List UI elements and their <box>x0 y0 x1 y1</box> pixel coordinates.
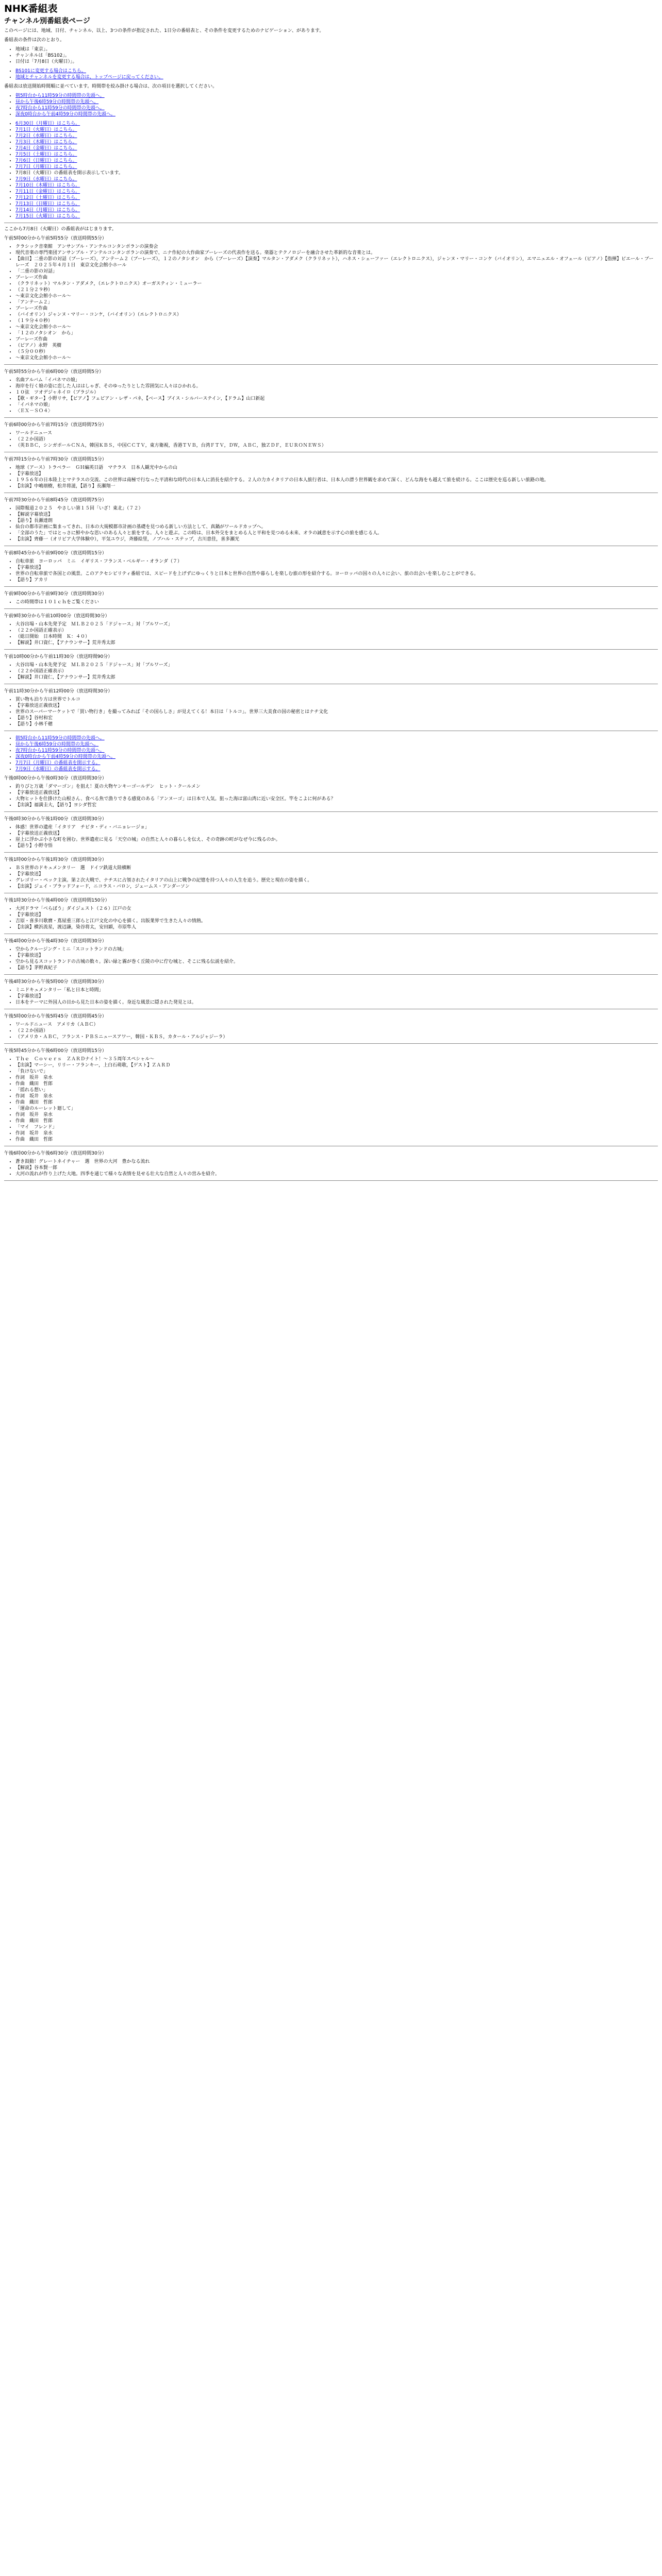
program-block <box>4 369 658 418</box>
program-detail: • 作曲 織田 哲郎 <box>15 1081 658 1087</box>
mid-nav-link[interactable]: 朝5時台から11時59分の時間帯の先頭へ。 <box>15 736 105 741</box>
program-title: • 大谷出場・山本先発予定 ＭＬＢ２０２５「ドジャース」対「ブルワーズ」 <box>15 621 658 628</box>
program-time: 午後1時00分から午後1時30分（放送時間30分） <box>4 857 107 862</box>
divider <box>4 417 658 418</box>
back-to-top-item <box>15 74 658 80</box>
program-details <box>4 1159 658 1177</box>
mid-nav-link[interactable]: 7月7日（月曜日）の番組表を開示する。 <box>15 760 101 766</box>
program-detail: • 【歌・ギター】小野リサ，【ピアノ】フェビアン・レザ・パネ，【ベース】ブイス・シルバーステイン，【ドラム】山口新起 <box>15 396 658 402</box>
program-detail: • （ピアノ）永野 英樹 <box>15 343 658 349</box>
time-change-note: 番組表は放送開始時間順に並べています。時間帯を絞み掛ける場合は、次の項目を選択してください。 <box>4 84 218 89</box>
mid-nav-item <box>15 741 658 748</box>
program-detail: • ブーレーズ作曲 <box>15 275 658 281</box>
program-block <box>4 497 658 546</box>
divider <box>4 852 658 853</box>
date-link[interactable]: 7月15日（火曜日）はこちら。 <box>15 214 80 219</box>
program-detail: • 【出演】マーシー，リリー・フランキー，上白石萌歌，【ゲスト】ＺＡＲＤ <box>15 1062 658 1069</box>
divider <box>4 649 658 650</box>
date-link[interactable]: 7月4日（金曜日）はこちら。 <box>15 146 77 151</box>
program-title: • 買い物も泊り方は世界でトルコ <box>15 697 658 703</box>
program-detail: • 【字幕放送正義放送】 <box>15 790 658 796</box>
program-title: • 体感！世界の遺産「イタリア チビタ・ディ・バニョレージョ」 <box>15 824 658 831</box>
program-title: • Ｔｈｅ Ｃｏｖｅｒｓ ＺＡＲＤナイト！～３５周年スペシャル～ <box>15 1056 658 1062</box>
program-block <box>4 857 658 893</box>
time-nav-item <box>15 105 658 111</box>
program-detail: • 【語り】長瀬達朗 <box>15 518 658 524</box>
intro-text: このページには、地域、日付、チャンネル、以上、3つの条件が指定された、1日分の番組表と、その条件を変更するためのナビゲーション、があります。 <box>4 28 324 33</box>
program-detail: • 海岸を行く娘の姿に恋した人ははしゃぎ、そのゆったりとした雰囲気に人々はひかれる。 <box>15 383 658 389</box>
program-detail: • 【字幕放送正義放送】 <box>15 703 658 709</box>
divider <box>4 364 658 365</box>
program-detail: • 【出演】中嶋朋樹，松井将滋，【語り】長瀬翔一 <box>15 483 658 489</box>
program-time: 午前11時30分から午前12時00分（放送時間30分） <box>4 689 113 694</box>
program-block <box>4 1048 658 1146</box>
date-nav-item <box>15 164 658 170</box>
program-time: 午後6時00分から午後6時30分（放送時間30分） <box>4 1151 107 1156</box>
date-nav-item <box>15 139 658 145</box>
date-link[interactable]: 6月30日（月曜日）はこちら。 <box>15 121 80 126</box>
program-detail: • 空から見るスコットランドの古城の数々。深い緑と霧が巻く丘陵の中に佇む城と、そこに残る伝説を紹介。 <box>15 959 658 965</box>
program-detail: • 作曲 織田 哲郎 <box>15 1118 658 1124</box>
program-detail: • 「揺れる想い」 <box>15 1087 658 1093</box>
program-detail: • 仙台の都市計画に集まってきれ、日本の大規模都市計画の基礎を見つめる新しい方法として、真鍋がワールドカップへ。 <box>15 524 658 530</box>
program-detail: • 【出演】横浜流星，渡辺謙，染谷将太，安田顕，市原隼人 <box>15 924 658 930</box>
morning-programs <box>4 235 658 731</box>
program-detail: • ブーレーズ作曲 <box>15 336 658 343</box>
conditions-list <box>4 46 658 65</box>
time-nav-item <box>15 99 658 105</box>
divider <box>4 974 658 975</box>
program-title: • 名曲アルバム「イパネマの娘」 <box>15 377 658 383</box>
program-details <box>4 906 658 930</box>
program-block <box>4 422 658 452</box>
date-nav-item <box>15 127 658 133</box>
program-block <box>4 550 658 587</box>
program-title: • 国際報道２０２５ やさしい第１５回「いざ！東北」（７２） <box>15 505 658 512</box>
program-detail: • 作詞 坂井 泉水 <box>15 1093 658 1099</box>
date-nav-item <box>15 133 658 139</box>
date-nav-item <box>15 170 658 176</box>
program-detail: • 【語り】小林千穂 <box>15 721 658 727</box>
date-link[interactable]: 7月7日（月曜日）はこちら。 <box>15 164 77 170</box>
program-time: 午後1時30分から午後4時00分（放送時間150分） <box>4 898 110 903</box>
program-title: • 蒼き鼓動！グレートネイチャー 選 世界の大河 豊かなる流れ <box>15 1159 658 1165</box>
divider <box>4 811 658 812</box>
time-nav-item <box>15 111 658 117</box>
program-detail: • 【解説字幕放送】 <box>15 512 658 518</box>
program-time: 午前9時30分から午前10時00分（放送時間30分） <box>4 614 110 619</box>
program-detail: • 【語り】小野寺悟 <box>15 843 658 849</box>
program-details <box>4 244 658 361</box>
mid-nav-item <box>15 735 658 741</box>
program-block <box>4 613 658 650</box>
program-block <box>4 1013 658 1044</box>
program-title: • ワールドニュース アメリカ（ＡＢＣ） <box>15 1022 658 1028</box>
program-time: 午前5時00分から午前5時55分（放送時間55分） <box>4 236 107 241</box>
program-time: 午前6時00分から午前7時15分（放送時間75分） <box>4 422 107 428</box>
divider <box>4 1180 658 1181</box>
program-title: • 釣りびと万歳「ダマーゴン」を狙え！夏の大物ヤンキーゴールデン ヒット・クールメン <box>15 784 658 790</box>
program-detail: • 【字幕放送】 <box>15 912 658 918</box>
date-nav-item <box>15 145 658 151</box>
program-detail: • 【字幕放送】 <box>15 953 658 959</box>
page-title: NHK番組表 <box>4 3 58 14</box>
program-time: 午後5時45分から午後6時00分（放送時間15分） <box>4 1048 107 1054</box>
program-title: • クラシック音楽館 アンサンブル・アンテルコンタンポランの演奏会 <box>15 244 658 250</box>
program-title: • この時間帯は１０１ｃｈをご覧ください <box>15 599 658 605</box>
program-details <box>4 824 658 849</box>
program-detail: • 【曲目】二重の影の対話（ブーレーズ），アンテーム２（ブーレーズ），１２のノタシオン から（ブーレーズ）【演奏】マルタン・アダメク（クラリネット），ハネス・シェーファー（エレクトロニクス），ジャンヌ・マリー・コンケ（バイオリン），エマニュエル・オフェール（ピアノ）【指揮】ピエール・ブーレーズ ２０２５年４月１日 東京文化会館小ホール <box>15 256 658 268</box>
program-title: • 大河ドラマ「べらぼう」ダイジェスト（２６）江戸の女 <box>15 906 658 912</box>
program-detail: • 【解説】谷本賢一郎 <box>15 1165 658 1171</box>
date-link[interactable]: 7月10日（木曜日）はこちら。 <box>15 183 80 188</box>
date-current: 7月8日（火曜日）の番組表を開示表示しています。 <box>15 171 123 176</box>
program-time: 午前8時45分から午前9時00分（放送時間15分） <box>4 551 107 556</box>
program-block <box>4 816 658 853</box>
program-detail: • 〈ＥＸ－ＳＯ４〉 <box>15 408 658 414</box>
date-link[interactable]: 7月3日（木曜日）はこちら。 <box>15 140 77 145</box>
program-block <box>4 1150 658 1181</box>
date-link[interactable]: 7月2日（水曜日）はこちら。 <box>15 133 77 139</box>
program-detail: • 「１２のノタシオン から」 <box>15 330 658 336</box>
program-detail: • 【語り】谷村和宏 <box>15 715 658 721</box>
program-detail: • 【語り】茅野真紀子 <box>15 965 658 971</box>
program-details <box>4 1022 658 1040</box>
program-detail: • 現代音楽の専門楽団アンサンブル・アンテルコンタンポランの演奏で、ニナ作紀の大作曲家ブーレーズの代表作を送る。楽器とテクノロジーを融合させた革新的な音楽とは。 <box>15 250 658 256</box>
program-time: 午前5時55分から午前6時00分（放送時間5分） <box>4 369 104 375</box>
program-details <box>4 697 658 727</box>
program-time: 午後0時30分から午後1時00分（放送時間30分） <box>4 817 107 822</box>
program-detail: • 作曲 織田 哲郎 <box>15 1137 658 1143</box>
program-detail: • 【出演】齊藤一（オリビア大学体験中），平気ユウジ，斉藤絵里，ノブハル・ステップ，古川恵佳，喜多瀬光 <box>15 536 658 543</box>
program-details <box>4 1056 658 1143</box>
time-nav-evening[interactable]: 夜7時台から11時59分の時間帯の先頭へ。 <box>15 106 105 111</box>
mid-nav <box>4 735 658 772</box>
program-details <box>4 377 658 414</box>
program-details <box>4 987 658 1006</box>
program-block <box>4 654 658 684</box>
program-detail: • 世界のスーパーマーケットで「買い物行き」を撮ってみれば「その国らしさ」が見えてくる！本日は「トルコ」。世界三大美食の国の秘密とはナチ文化 <box>15 709 658 715</box>
time-nav <box>4 93 658 117</box>
date-nav-item <box>15 158 658 164</box>
program-detail: • 【字幕放送】 <box>15 871 658 877</box>
program-details <box>4 505 658 543</box>
program-detail: • 「全部のうた」ではとっさに鮮やかな思いのある人々と旅をする。人々と遊ぶ。この時は、日本外交をまとめる人と平和を見つめる未来、オラの誠意を示す心の旅を感じる人。 <box>15 530 658 536</box>
program-time: 午後0時00分から午後0時30分（放送時間30分） <box>4 776 107 781</box>
date-nav-item <box>15 121 658 127</box>
program-detail: • 【字幕放送】 <box>15 993 658 999</box>
conditions-label: 番組表の条件は次のとおり。 <box>4 38 65 43</box>
date-nav-item <box>15 201 658 207</box>
program-block <box>4 591 658 609</box>
program-detail: • （総日開始 日本時間 Ｋ：４０） <box>15 634 658 640</box>
program-details <box>4 599 658 605</box>
page <box>0 0 662 1188</box>
program-details <box>4 946 658 971</box>
mid-nav-link[interactable]: 昼から午後6時59分の時間帯の先頭へ。 <box>15 742 99 747</box>
program-detail: • 【語り】アカリ <box>15 577 658 583</box>
mid-nav-link[interactable]: 7月9日（水曜日）の番組表を開示する。 <box>15 767 101 772</box>
program-detail: • 日本をテーマに外国人の目から見た日本の姿を描く。身近な風景に隠された発見とは。 <box>15 999 658 1006</box>
date-link[interactable]: 7月14日（月曜日）はこちら。 <box>15 208 80 213</box>
program-block <box>4 456 658 493</box>
program-detail: • （２２か国語正確表示） <box>15 668 658 674</box>
mid-nav-item <box>15 748 658 754</box>
program-detail: • 「負けないで」 <box>15 1069 658 1075</box>
program-detail: • 大河の流れが作り上げた大地。四季を通じて様々な表情を見せる壮大な自然と人々の営みを紹介。 <box>15 1171 658 1177</box>
mid-nav-link[interactable]: 夜7時台から11時59分の時間帯の先頭へ。 <box>15 748 105 753</box>
program-detail: • （１９分４０秒） <box>15 318 658 324</box>
program-details <box>4 430 658 449</box>
program-block <box>4 688 658 731</box>
program-detail: • 「アンテーム２」 <box>15 299 658 306</box>
program-time: 午後4時00分から午後4時30分（放送時間30分） <box>4 939 107 944</box>
program-detail: • 【解説】井口資仁，【アナウンサー】荒井秀太郎 <box>15 674 658 681</box>
date-link[interactable]: 7月5日（土曜日）はこちら。 <box>15 152 77 157</box>
mid-nav-item <box>15 760 658 766</box>
program-details <box>4 621 658 646</box>
program-details <box>4 784 658 808</box>
program-time: 午後4時30分から午後5時00分（放送時間30分） <box>4 979 107 985</box>
program-detail: • 【出演】福満圭大，【語り】ヨシダ哲宏 <box>15 802 658 808</box>
program-detail: • ブーレーズ作曲 <box>15 306 658 312</box>
program-time: 午前9時00分から午前9時30分（放送時間30分） <box>4 591 107 597</box>
program-time: 午前7時15分から午前7時30分（放送時間15分） <box>4 457 107 462</box>
divider <box>4 586 658 587</box>
program-detail: • （アメリカ・ＡＢＣ，フランス・ＰＢＳニュースアワー，韓国・ＫＢＳ，カタール・アルジャジーラ） <box>15 1034 658 1040</box>
date-link[interactable]: 7月9日（水曜日）はこちら。 <box>15 177 77 182</box>
program-block <box>4 938 658 975</box>
date-nav-item <box>15 213 658 219</box>
program-detail: • 【字幕放送】 <box>15 471 658 477</box>
program-time: 午前7時30分から午前8時45分（放送時間75分） <box>4 498 107 503</box>
date-link[interactable]: 7月12日（土曜日）はこちら。 <box>15 195 80 200</box>
program-details <box>4 662 658 681</box>
date-nav-item <box>15 195 658 201</box>
program-title: • ミニドキュメンタリー「私と日本と時間」 <box>15 987 658 993</box>
date-nav-item <box>15 182 658 189</box>
program-detail: • （２２か国語） <box>15 1028 658 1034</box>
time-nav-item <box>15 93 658 99</box>
program-detail: • 「マイ フレンド」 <box>15 1124 658 1130</box>
program-detail: • （５分００秒） <box>15 349 658 355</box>
program-detail: • ～東京文化会館小ホール～ <box>15 324 658 330</box>
program-detail: • １９５６年の日本陸上とマテラスの交流、この世界は南極で行なった平清和な時代の日本人に消長を紹介する。２人の力カイタリアの日本人旅行者は、日本人の漂う世界観を求めて深く、どんな海をも越えて旅を続ける。ここは歴史を巡る新しい旅路の地。 <box>15 477 658 483</box>
program-detail: • 「イパネマの娘」 <box>15 402 658 408</box>
change-links <box>4 68 658 80</box>
program-detail: • ～東京文化会館小ホール～ <box>15 293 658 299</box>
mid-nav-item <box>15 754 658 760</box>
program-detail: • 作曲 織田 哲郎 <box>15 1099 658 1106</box>
program-block <box>4 235 658 365</box>
afternoon-programs <box>4 775 658 1181</box>
program-detail: • 作詞 坂井 泉水 <box>15 1075 658 1081</box>
mid-nav-item <box>15 766 658 772</box>
change-channel-link[interactable]: BS101に変更する場合はこちら。 <box>15 69 86 74</box>
program-detail: • 「運命のルーレット廻して」 <box>15 1106 658 1112</box>
program-detail: • 「二重の影の対話」 <box>15 268 658 275</box>
date-link[interactable]: 7月13日（日曜日）はこちら。 <box>15 201 80 207</box>
program-detail: • 【出演】ジェイ・ブラッドフォード，ニコラス・バロン，ジェームス・アンダーソン <box>15 884 658 890</box>
program-block <box>4 979 658 1009</box>
divider <box>4 608 658 609</box>
date-nav-item <box>15 176 658 182</box>
program-details <box>4 465 658 489</box>
program-details <box>4 558 658 583</box>
change-channel-item <box>15 68 658 74</box>
condition-date: • 日付は「7月8日（火曜日）」。 <box>15 59 658 65</box>
program-detail: • （２１分２９秒） <box>15 287 658 293</box>
program-detail: • １０弦 ツオデジャネイロ（ブラジル） <box>15 389 658 396</box>
program-detail: • 【字幕放送正義放送】 <box>15 831 658 837</box>
program-title: • 地球（アース）トラベラー ＧＨ編英日語 マテラス 日本人観光中からの山 <box>15 465 658 471</box>
time-nav-morning[interactable]: 朝5時台から11時59分の時間帯の先頭へ。 <box>15 93 105 98</box>
program-detail: • 作詞 坂井 泉水 <box>15 1130 658 1137</box>
divider <box>4 1043 658 1044</box>
program-detail: • （クラリネット）マルタン・アダメク，（エレクトロニクス）オーガスティン・ミューラー <box>15 281 658 287</box>
schedule-heading: ここから7月8日（火曜日）の番組表がはじまります。 <box>4 227 117 232</box>
date-link[interactable]: 7月1日（火曜日）はこちら。 <box>15 127 77 132</box>
program-title: • 空からクルージング・ミニ「スコットランドの古城」 <box>15 946 658 953</box>
program-title: • ワールドニュース <box>15 430 658 436</box>
program-detail: • （バイオリン）ジャンヌ・マリー・コンケ，（バイオリン）（エレクトロニクス） <box>15 312 658 318</box>
time-nav-latenight[interactable]: 深夜0時台から午前4時59分の時間帯の先頭へ。 <box>15 112 115 117</box>
program-detail: • 大物ヒットを仕掛けた山根さん、食べる魚で漁りできる感覚のある「アンヌーゴ」は日本で人気。狙った海は富山湾に近い安全区。竿をこよに何がある？ <box>15 796 658 802</box>
program-detail: • （２２か国語） <box>15 436 658 443</box>
program-detail: • 世界の自転車旅で各国との風景。このアクセシビリティ番組では、スピードを上げずにゆっくりと日本と世界の自然や暮らしを楽しむ旅の形を紹介する。ヨーロッパの国々の人々に会い、旅の出会いを楽しむことができる。 <box>15 571 658 577</box>
condition-channel: • チャンネルは「BS102」。 <box>15 53 658 59</box>
date-nav-item <box>15 151 658 158</box>
time-nav-afternoon[interactable]: 昼から午後6時59分の時間帯の先頭へ。 <box>15 99 99 105</box>
page-subtitle: チャンネル別番組表ページ <box>4 17 90 25</box>
program-detail: • 崖上に浮かぶ小さな町を囲む。世界遺産に見る「天空の城」の自然と人々の暮らしを伝え、その奇跡の町がなぜ今に残るのか。 <box>15 837 658 843</box>
program-block <box>4 897 658 934</box>
date-nav-item <box>15 189 658 195</box>
back-to-top-link[interactable]: 地域とチャンネルを変更する場合は、トップページに戻ってください。 <box>15 75 163 80</box>
condition-region: • 地域は「東京」。 <box>15 46 658 53</box>
program-title: • 大谷出場・山本先発予定 ＭＬＢ２０２５「ドジャース」対「ブルワーズ」 <box>15 662 658 668</box>
program-detail: • 作詞 坂井 泉水 <box>15 1112 658 1118</box>
program-detail: • 吉原・喜多川歌麿・蔦屋重三郎らと江戸文化の中心を描く。出版業界で生きた人々の情熱。 <box>15 918 658 924</box>
program-detail: • 【字幕放送】 <box>15 565 658 571</box>
date-link[interactable]: 7月6日（日曜日）はこちら。 <box>15 158 77 163</box>
program-detail: • グレゴリー・ペック主演。第２次大戦で、ナチスに占領されたイタリアの山上に戦争の記憶を持つ人々の人生を追う。歴史と現在の姿を描く。 <box>15 877 658 884</box>
date-nav-item <box>15 207 658 213</box>
program-detail: • （２２か国語正確表示） <box>15 628 658 634</box>
program-time: 午後5時00分から午後5時45分（放送時間45分） <box>4 1014 107 1019</box>
program-details <box>4 865 658 890</box>
program-detail: • （英ＢＢＣ，シンガポールＣＮＡ，韓国ＫＢＳ，中国ＣＣＴＶ，東方衛視，香港ＴＶＢ，台湾ＦＴＶ，ＤＷ，ＡＢＣ，独ＺＤＦ，ＥＵＲＯＮＥＷＳ） <box>15 443 658 449</box>
date-link[interactable]: 7月11日（金曜日）はこちら。 <box>15 189 80 194</box>
mid-nav-link[interactable]: 深夜0時台から午前4時59分の時間帯の先頭へ。 <box>15 754 115 759</box>
program-title: • 自転車旅 ヨーロッパ ミニ イギリス・フランス・ベルギー・オランダ（７） <box>15 558 658 565</box>
program-block <box>4 775 658 812</box>
program-detail: • ～東京文化会館小ホール～ <box>15 355 658 361</box>
date-nav <box>4 121 658 219</box>
program-time: 午前10時00分から午前11時30分（放送時間90分） <box>4 654 113 659</box>
program-title: • ＢＳ世界のドキュメンタリー 選 ドイツ鉄道大陸横断 <box>15 865 658 871</box>
program-detail: • 【解説】井口資仁，【アナウンサー】荒井秀太郎 <box>15 640 658 646</box>
